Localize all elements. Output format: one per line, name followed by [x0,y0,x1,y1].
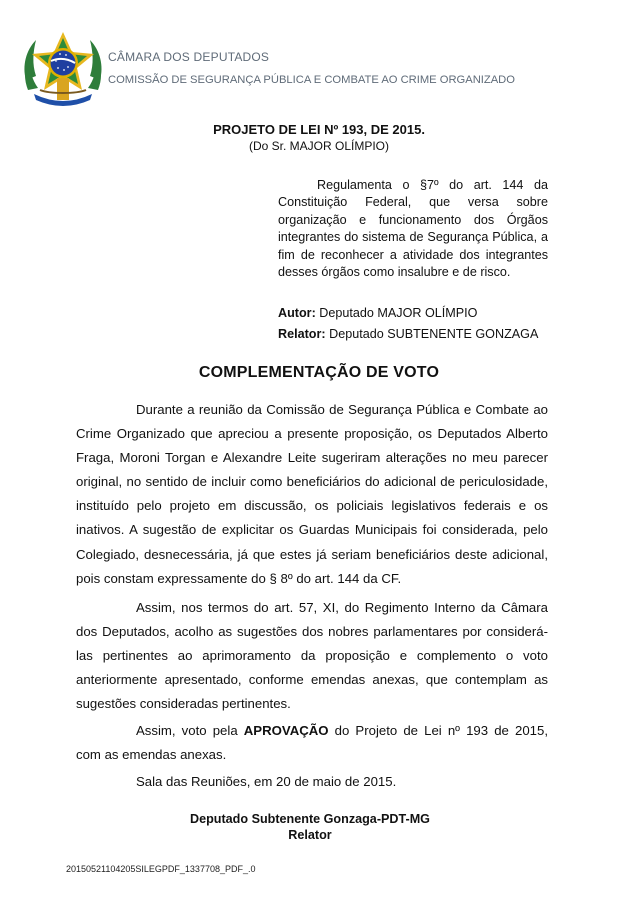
commission-name: COMISSÃO DE SEGURANÇA PÚBLICA E COMBATE AO CRIME ORGANIZADO [108,74,515,86]
vote-body [76,398,548,795]
rapporteur-line [278,327,538,341]
section-heading: COMPLEMENTAÇÃO DE VOTO [198,364,440,381]
paragraph-3 [76,719,548,767]
footer-code: 20150521104205SILEGPDF_1337708_PDF_.0 [66,864,256,874]
paragraph-2: Assim, nos termos do art. 57, XI, do Regimento Interno da Câmara dos Deputados, acolho as sugestões dos nobres parlamentares por considerá-las pertinentes ao aprimoramento da proposição e complemento o voto anteriormente apresentado, conforme emendas anexas, que contemplam as sugestões consideradas pertinentes. [76,599,548,712]
author-label: Autor: [278,306,316,320]
chamber-name: CÂMARA DOS DEPUTADOS [108,50,270,64]
project-author: (Do Sr. MAJOR OLÍMPIO) [248,139,389,153]
ementa-text: Regulamenta o §7º do art. 144 da Constituição Federal, que versa sobre organização e funcionamento dos Órgãos integrantes do sistema de Segurança Pública, a fim de reconhecer a atividade dos integrantes desses órgãos como insalubre e de risco. [278,178,548,280]
project-title: PROJETO DE LEI Nº 193, DE 2015. [213,122,425,137]
brazil-coat-of-arms-icon [20,30,106,112]
paragraph-1: Durante a reunião da Comissão de Segurança Pública e Combate ao Crime Organizado que apreciou a presente proposição, os Deputados Alberto Fraga, Moroni Torgan e Alexandre Leite sugeriram alterações no meu parecer original, no sentido de incluir como beneficiários do adicional de periculosidade, instituído pelo projeto em discussão, os policiais legislativos federais e os inativos. A sugestão de explicitar os Guardas Municipais foi considerada, pelo Colegiado, desnecessária, já que estes já seriam beneficiários deste adicional, pois constam expressamente do § 8º do art. 144 da CF. [76,402,548,586]
rapporteur-label: Relator: [278,327,326,341]
paragraph-4: Sala das Reuniões, em 20 de maio de 2015. [136,774,397,790]
paragraph-3-start: Assim, voto pela [136,723,244,739]
rapporteur-value: Deputado SUBTENENTE GONZAGA [329,327,539,341]
author-value: Deputado MAJOR OLÍMPIO [319,306,478,320]
paragraph-3-end: do Projeto de Lei nº 193 de 2015, com as emendas anexas. [76,723,548,763]
signature-name: Deputado Subtenente Gonzaga-PDT-MG [190,812,430,826]
approval-word: APROVAÇÃO [243,723,329,739]
author-line [278,306,477,320]
signature-role: Relator [288,828,332,842]
